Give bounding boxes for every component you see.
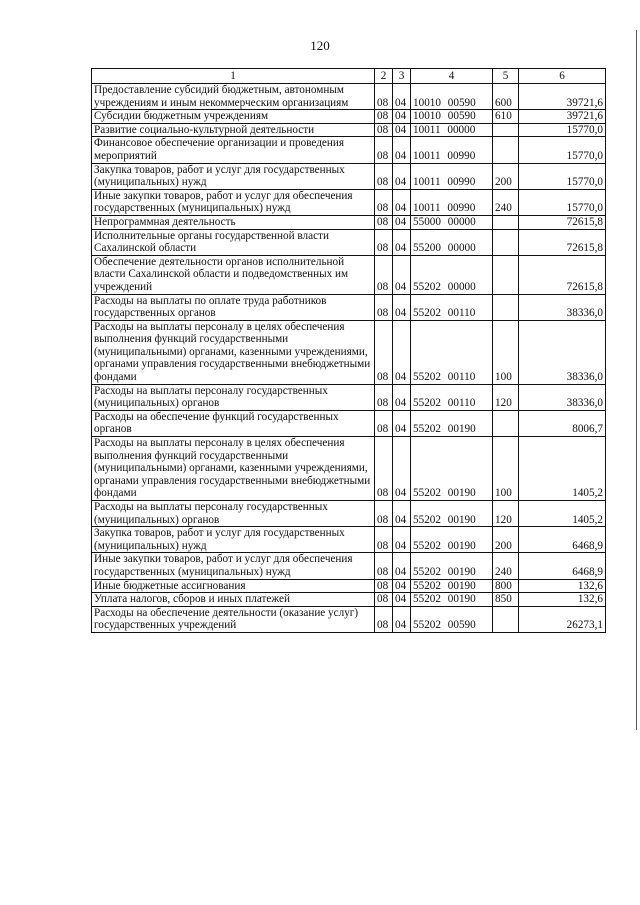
row-target-article: 55202 00190 xyxy=(411,437,493,501)
row-section: 08 xyxy=(375,110,393,124)
row-amount: 132,6 xyxy=(519,593,606,607)
row-subsection: 04 xyxy=(393,553,411,579)
row-section: 08 xyxy=(375,189,393,215)
row-target-article: 55202 00110 xyxy=(411,294,493,320)
row-amount: 132,6 xyxy=(519,579,606,593)
table-row xyxy=(92,527,606,553)
row-target-article: 55202 00000 xyxy=(411,255,493,294)
row-name: Иные закупки товаров, работ и услуг для обеспечения государственных (муниципальных) нужд xyxy=(92,189,375,215)
row-amount: 1405,2 xyxy=(519,437,606,501)
row-name: Расходы на выплаты персоналу в целях обеспечения выполнения функций государственными (муниципальными) органами, казенными учреждениями, органами управления государственными внебюджетными фондами xyxy=(92,437,375,501)
row-subsection: 04 xyxy=(393,410,411,436)
header-col-amount: 6 xyxy=(519,69,606,84)
row-target-article: 10011 00990 xyxy=(411,163,493,189)
table-row xyxy=(92,215,606,229)
row-expense-type: 610 xyxy=(493,110,519,124)
row-subsection: 04 xyxy=(393,384,411,410)
row-section: 08 xyxy=(375,320,393,384)
row-amount: 72615,8 xyxy=(519,229,606,255)
row-section: 08 xyxy=(375,123,393,137)
scan-margin-line xyxy=(636,30,637,730)
row-amount: 15770,0 xyxy=(519,137,606,163)
row-section: 08 xyxy=(375,84,393,110)
row-expense-type: 200 xyxy=(493,163,519,189)
row-subsection: 04 xyxy=(393,501,411,527)
row-subsection: 04 xyxy=(393,163,411,189)
table-row xyxy=(92,123,606,137)
row-amount: 72615,8 xyxy=(519,215,606,229)
row-name: Непрограммная деятельность xyxy=(92,215,375,229)
row-section: 08 xyxy=(375,606,393,632)
row-target-article: 55202 00110 xyxy=(411,384,493,410)
row-subsection: 04 xyxy=(393,294,411,320)
header-col-name: 1 xyxy=(92,69,375,84)
row-target-article: 55202 00190 xyxy=(411,501,493,527)
row-expense-type: 120 xyxy=(493,384,519,410)
row-subsection: 04 xyxy=(393,579,411,593)
row-name: Исполнительные органы государственной власти Сахалинской области xyxy=(92,229,375,255)
row-name: Расходы на выплаты персоналу государственных (муниципальных) органов xyxy=(92,384,375,410)
row-section: 08 xyxy=(375,384,393,410)
row-amount: 39721,6 xyxy=(519,84,606,110)
row-target-article: 10011 00990 xyxy=(411,137,493,163)
table-row xyxy=(92,384,606,410)
row-section: 08 xyxy=(375,163,393,189)
header-col-expense-type: 5 xyxy=(493,69,519,84)
row-amount: 38336,0 xyxy=(519,294,606,320)
row-amount: 38336,0 xyxy=(519,320,606,384)
row-expense-type: 800 xyxy=(493,579,519,593)
row-expense-type: 100 xyxy=(493,437,519,501)
row-name: Финансовое обеспечение организации и проведения мероприятий xyxy=(92,137,375,163)
row-name: Расходы на выплаты персоналу в целях обеспечения выполнения функций государственными (муниципальными) органами, казенными учреждениями, органами управления государственными внебюджетными фондами xyxy=(92,320,375,384)
row-amount: 38336,0 xyxy=(519,384,606,410)
table-row xyxy=(92,84,606,110)
row-subsection: 04 xyxy=(393,606,411,632)
row-name: Расходы на выплаты персоналу государственных (муниципальных) органов xyxy=(92,501,375,527)
table-row xyxy=(92,229,606,255)
row-section: 08 xyxy=(375,410,393,436)
row-amount: 6468,9 xyxy=(519,553,606,579)
row-name: Закупка товаров, работ и услуг для государственных (муниципальных) нужд xyxy=(92,527,375,553)
row-expense-type: 200 xyxy=(493,527,519,553)
row-target-article: 55202 00190 xyxy=(411,527,493,553)
row-section: 08 xyxy=(375,215,393,229)
row-subsection: 04 xyxy=(393,84,411,110)
row-expense-type xyxy=(493,255,519,294)
row-target-article: 55202 00590 xyxy=(411,606,493,632)
row-name: Субсидии бюджетным учреждениям xyxy=(92,110,375,124)
row-target-article: 55202 00190 xyxy=(411,579,493,593)
row-subsection: 04 xyxy=(393,137,411,163)
row-name: Уплата налогов, сборов и иных платежей xyxy=(92,593,375,607)
row-subsection: 04 xyxy=(393,255,411,294)
header-col-section: 2 xyxy=(375,69,393,84)
row-subsection: 04 xyxy=(393,437,411,501)
row-expense-type: 100 xyxy=(493,320,519,384)
row-section: 08 xyxy=(375,437,393,501)
row-amount: 15770,0 xyxy=(519,189,606,215)
row-target-article: 55202 00110 xyxy=(411,320,493,384)
table-row xyxy=(92,410,606,436)
row-amount: 1405,2 xyxy=(519,501,606,527)
row-name: Предоставление субсидий бюджетным, автономным учреждениям и иным некоммерческим организациям xyxy=(92,84,375,110)
row-section: 08 xyxy=(375,501,393,527)
table-row xyxy=(92,437,606,501)
row-expense-type xyxy=(493,137,519,163)
table-row xyxy=(92,320,606,384)
row-target-article: 55202 00190 xyxy=(411,553,493,579)
row-amount: 15770,0 xyxy=(519,123,606,137)
row-name: Развитие социально-культурной деятельности xyxy=(92,123,375,137)
row-section: 08 xyxy=(375,137,393,163)
row-target-article: 55202 00190 xyxy=(411,410,493,436)
row-target-article: 55202 00190 xyxy=(411,593,493,607)
row-section: 08 xyxy=(375,553,393,579)
row-name: Иные закупки товаров, работ и услуг для обеспечения государственных (муниципальных) нужд xyxy=(92,553,375,579)
row-expense-type: 850 xyxy=(493,593,519,607)
row-subsection: 04 xyxy=(393,110,411,124)
table-body xyxy=(92,84,606,633)
table-row xyxy=(92,593,606,607)
table-row xyxy=(92,189,606,215)
row-subsection: 04 xyxy=(393,527,411,553)
header-col-subsection: 3 xyxy=(393,69,411,84)
page-number: 120 xyxy=(310,38,330,53)
row-target-article: 55000 00000 xyxy=(411,215,493,229)
row-subsection: 04 xyxy=(393,320,411,384)
row-section: 08 xyxy=(375,593,393,607)
row-name: Обеспечение деятельности органов исполнительной власти Сахалинской области и подведомственных им учреждений xyxy=(92,255,375,294)
row-amount: 39721,6 xyxy=(519,110,606,124)
row-name: Расходы на обеспечение деятельности (оказание услуг) государственных учреждений xyxy=(92,606,375,632)
row-expense-type xyxy=(493,294,519,320)
header-col-target-article: 4 xyxy=(411,69,493,84)
row-name: Закупка товаров, работ и услуг для государственных (муниципальных) нужд xyxy=(92,163,375,189)
table-row xyxy=(92,137,606,163)
table-row xyxy=(92,110,606,124)
row-expense-type: 600 xyxy=(493,84,519,110)
table-row xyxy=(92,163,606,189)
table-header-row xyxy=(92,69,606,84)
row-amount: 15770,0 xyxy=(519,163,606,189)
row-name: Расходы на выплаты по оплате труда работников государственных органов xyxy=(92,294,375,320)
table-row xyxy=(92,294,606,320)
row-subsection: 04 xyxy=(393,123,411,137)
row-expense-type xyxy=(493,215,519,229)
budget-table xyxy=(91,68,606,633)
row-subsection: 04 xyxy=(393,593,411,607)
row-expense-type: 120 xyxy=(493,501,519,527)
row-name: Расходы на обеспечение функций государственных органов xyxy=(92,410,375,436)
row-expense-type xyxy=(493,123,519,137)
table-row xyxy=(92,255,606,294)
row-subsection: 04 xyxy=(393,189,411,215)
table-row xyxy=(92,553,606,579)
table-row xyxy=(92,606,606,632)
row-amount: 6468,9 xyxy=(519,527,606,553)
row-target-article: 10010 00590 xyxy=(411,110,493,124)
row-expense-type: 240 xyxy=(493,189,519,215)
row-section: 08 xyxy=(375,229,393,255)
row-expense-type xyxy=(493,410,519,436)
row-target-article: 10011 00990 xyxy=(411,189,493,215)
table-row xyxy=(92,579,606,593)
row-expense-type xyxy=(493,229,519,255)
row-subsection: 04 xyxy=(393,229,411,255)
row-expense-type xyxy=(493,606,519,632)
row-target-article: 55200 00000 xyxy=(411,229,493,255)
row-target-article: 10010 00590 xyxy=(411,84,493,110)
row-amount: 26273,1 xyxy=(519,606,606,632)
row-section: 08 xyxy=(375,255,393,294)
row-subsection: 04 xyxy=(393,215,411,229)
row-expense-type: 240 xyxy=(493,553,519,579)
row-name: Иные бюджетные ассигнования xyxy=(92,579,375,593)
table-row xyxy=(92,501,606,527)
row-amount: 72615,8 xyxy=(519,255,606,294)
row-section: 08 xyxy=(375,579,393,593)
row-amount: 8006,7 xyxy=(519,410,606,436)
row-target-article: 10011 00000 xyxy=(411,123,493,137)
row-section: 08 xyxy=(375,527,393,553)
row-section: 08 xyxy=(375,294,393,320)
